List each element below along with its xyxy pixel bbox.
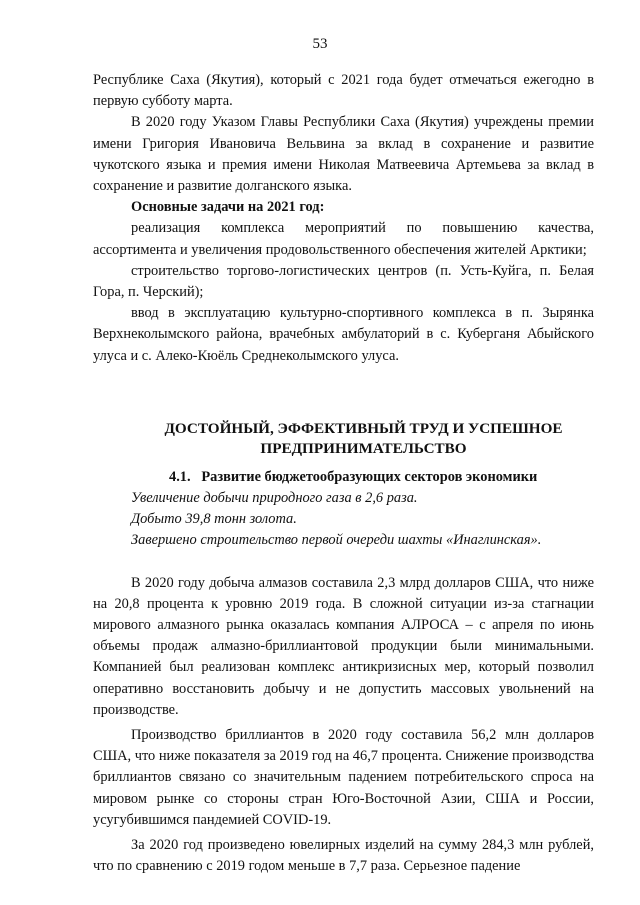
highlight-item: Увеличение добычи природного газа в 2,6 раза. [131,490,418,507]
task-item: строительство торгово-логистических центров (п. Усть-Куйга, п. Белая Гора, п. Черский); [93,262,594,301]
highlight-item: Добыто 39,8 тонн золота. [131,511,297,528]
paragraph-jewelry: За 2020 год произведено ювелирных изделий на сумму 284,3 млн рублей, что по сравнению с 2019 годом меньше в 7,7 раза. Серьезное падение [93,837,594,875]
tasks-heading: Основные задачи на 2021 год: [131,199,325,216]
paragraph-continuation: Республике Саха (Якутия), который с 2021 года будет отмечаться ежегодно в первую субботу марта. [93,72,594,110]
section-title-line1: ДОСТОЙНЫЙ, ЭФФЕКТИВНЫЙ ТРУД И УСПЕШНОЕ [164,419,563,437]
paragraph-diamond-mining: В 2020 году добыча алмазов составила 2,3 млрд долларов США, что ниже на 20,8 процента к уровню 2019 года. В сложной ситуации из-за стагнации мирового алмазного рынка оказалась компания АЛРОСА – с апреля по июнь объемы продаж алмазно-бриллиантовой продукции были минимальными. Компанией был реализован комплекс антикризисных мер, который позволил оперативно восстановить добычу и не допустить массовых увольнений на производстве. [93,574,594,718]
paragraph-brilliants: Производство бриллиантов в 2020 году составила 56,2 млн долларов США, что ниже показателя за 2019 год на 46,7 процента. Снижение производства бриллиантов связано со значительным падением потребительского спроса на мировом рынке со стороны стран Юго-Восточной Азии, США и России, усугубившимся пандемией COVID-19. [93,727,594,828]
page-number: 53 [312,36,328,52]
section-title [93,419,594,459]
page-content [93,70,594,878]
section-title-line2: ПРЕДПРИНИМАТЕЛЬСТВО [260,439,467,457]
task-item: ввод в эксплуатацию культурно-спортивного комплекса в п. Зырянка Верхнеколымского района, врачебных амбулаторий в с. Куберганя Абыйского улуса и с. Алеко-Кюёль Среднеколымского улуса. [93,305,594,364]
paragraph-language-prizes: В 2020 году Указом Главы Республики Саха (Якутия) учреждены премии имени Григория Ивановича Вельвина за вклад в сохранение и развитие чукотского языка и премия имени Николая Матвеевича Артемьева за вклад в сохранение и развитие долганского языка. [93,114,594,195]
subsection-title: 4.1. Развитие бюджетообразующих секторов экономики [169,468,538,485]
task-item: реализация комплекса мероприятий по повышению качества, ассортимента и увеличения продовольственного обеспечения жителей Арктики; [93,220,594,258]
highlight-item: Завершено строительство первой очереди шахты «Инаглинская». [131,532,542,549]
